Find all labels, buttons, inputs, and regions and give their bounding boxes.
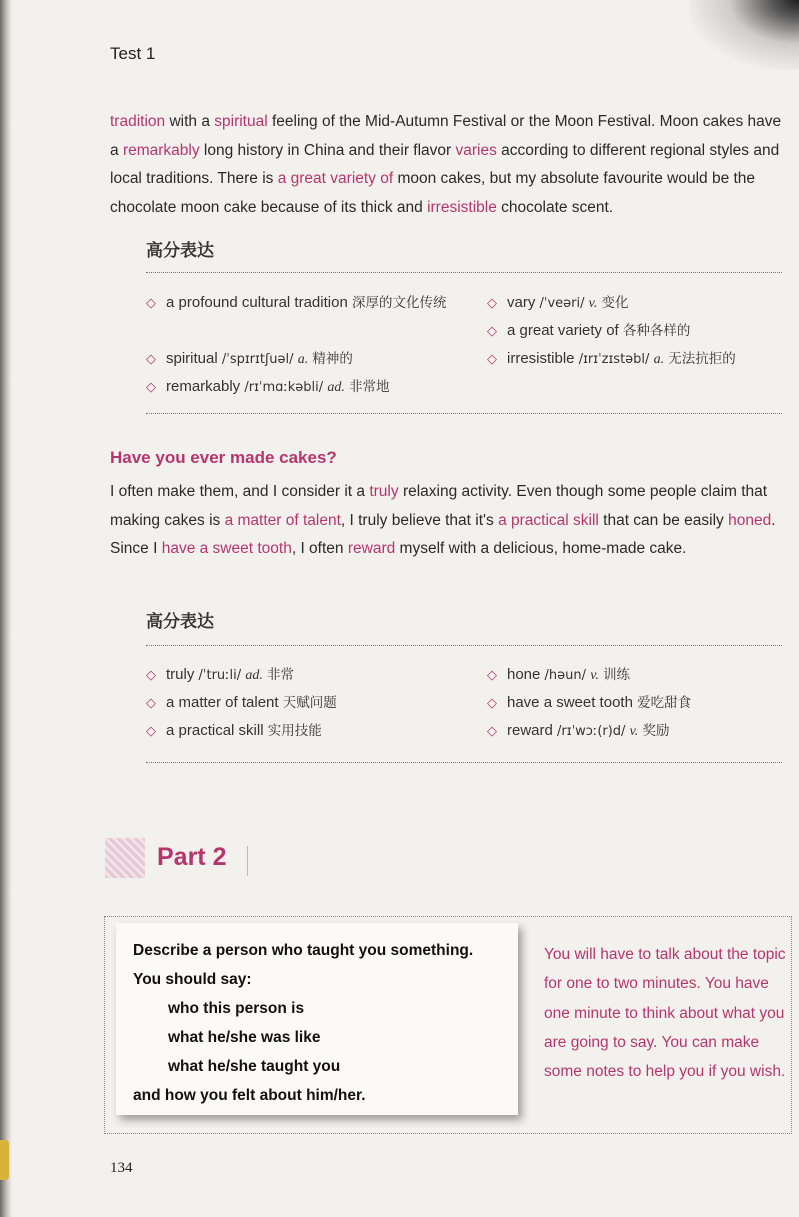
page-number: 134 [110, 1160, 133, 1176]
highlighted-phrase: honed [728, 511, 772, 529]
vocab-phonetic: /ˈtruːli/ [198, 668, 242, 683]
cue-closing: and how you felt about him/her. [133, 1087, 366, 1104]
page-corner-shadow [689, 0, 799, 70]
vocab-translation: 变化 [601, 295, 629, 311]
text-run: long history in China and their flavor [199, 141, 456, 159]
diamond-bullet-icon: ◇ [146, 295, 156, 310]
vocab-item [487, 661, 782, 689]
vocab-phonetic: /ˈspɪrɪtʃuəl/ [221, 352, 294, 367]
text-run: that can be easily [598, 511, 729, 529]
diamond-bullet-icon: ◇ [487, 351, 497, 366]
vocab-term: have a sweet tooth [507, 694, 633, 711]
running-header: Test 1 [110, 44, 156, 63]
vocab-term: hone [507, 666, 541, 683]
diamond-bullet-icon: ◇ [146, 351, 156, 366]
diamond-bullet-icon: ◇ [146, 695, 156, 710]
vocab-item [146, 689, 456, 717]
vocab-term: spiritual [166, 350, 218, 367]
vocab-part-of-speech: a. [653, 352, 665, 367]
vocab-term: vary [507, 294, 536, 311]
vocab-phonetic: /ɪrɪˈzɪstəbl/ [578, 352, 650, 367]
part-marker-block [105, 838, 145, 878]
vocab-term: a matter of talent [166, 694, 279, 711]
text-run: according to different regional styles and local traditions. There is [110, 141, 780, 187]
vocab-title-2: 高分表达 [146, 612, 214, 632]
vocab-term: irresistible [507, 350, 575, 367]
vocab-translation: 爱吃甜食 [637, 695, 692, 711]
vocab-translation: 无法抗拒的 [668, 351, 736, 367]
vocab-term: truly [166, 666, 195, 683]
vocab-translation: 天赋问题 [282, 695, 337, 711]
cue-point: who this person is [168, 1000, 305, 1017]
vocab-term: remarkably [166, 378, 241, 395]
vocab-phonetic: /rɪˈwɔː(r)d/ [557, 724, 626, 739]
text-run: I often make them, and I consider it a [110, 483, 370, 500]
text-run: moon cakes, but my absolute favourite would be the chocolate moon cake because of its thick and [110, 170, 756, 216]
vocab-part-of-speech: v. [588, 296, 598, 311]
dotted-rule [146, 762, 782, 763]
text-run: , I truly believe that it's [340, 511, 499, 529]
vocab-translation: 非常 [266, 667, 294, 683]
text-run: relaxing activity. Even though some people claim that making cakes is [110, 483, 768, 529]
highlighted-phrase: a matter of talent [224, 511, 341, 529]
vocab-phonetic: /həun/ [544, 668, 587, 683]
instruction-note: You will have to talk about the topic for one to two minutes. You have one minute to think about what you are going to say. You can make some notes to help you if you wish. [544, 946, 786, 1081]
diamond-bullet-icon: ◇ [487, 695, 497, 710]
vocab-item [146, 373, 456, 401]
part-divider [247, 846, 248, 876]
cue-should-say: You should say: [133, 971, 252, 988]
vocab-term: a profound cultural tradition [166, 294, 348, 311]
highlighted-phrase: a practical skill [498, 511, 599, 529]
vocab-term: a great variety of [507, 322, 619, 339]
vocab-phonetic: /ˈveəri/ [539, 296, 585, 311]
vocab-list-2-left [146, 661, 456, 745]
highlighted-phrase: irresistible [427, 198, 497, 216]
answer-paragraph-2 [110, 478, 782, 564]
highlighted-phrase: spiritual [214, 113, 268, 130]
vocab-part-of-speech: ad. [327, 380, 345, 395]
vocab-part-of-speech: v. [590, 668, 599, 683]
vocab-item [487, 317, 782, 345]
text-run: . Since I [110, 511, 776, 557]
highlighted-phrase: truly [369, 483, 399, 500]
diamond-bullet-icon: ◇ [487, 723, 497, 738]
vocab-list-2-right [487, 661, 782, 745]
diamond-bullet-icon: ◇ [146, 379, 156, 394]
vocab-part-of-speech: a. [297, 352, 309, 367]
dotted-rule [146, 413, 782, 414]
cue-point: what he/she taught you [168, 1058, 341, 1075]
diamond-bullet-icon: ◇ [146, 667, 156, 682]
highlighted-phrase: have a sweet tooth [161, 540, 292, 557]
text-run: feeling of the Mid-Autumn Festival or the Moon Festival. Moon cakes have a [110, 113, 782, 159]
dotted-rule [146, 272, 782, 273]
vocab-translation: 各种各样的 [622, 323, 691, 339]
vocab-item [487, 717, 782, 745]
vocab-part-of-speech: v. [629, 724, 639, 739]
vocab-translation: 非常地 [349, 379, 390, 395]
vocab-list-1-right [487, 289, 782, 373]
text-run: myself with a delicious, home-made cake. [395, 540, 687, 557]
vocab-part-of-speech: ad. [245, 668, 263, 683]
vocab-item [146, 345, 456, 373]
vocab-list-1-left [146, 289, 456, 401]
answer-paragraph-1 [110, 108, 782, 222]
highlighted-phrase: varies [455, 141, 497, 159]
cue-point: what he/she was like [168, 1029, 321, 1046]
page-edge-mark [0, 1140, 9, 1180]
page-edge-shadow [0, 0, 12, 1217]
vocab-translation: 精神的 [312, 351, 353, 367]
vocab-item [487, 289, 782, 317]
highlighted-phrase: tradition [110, 113, 166, 130]
highlighted-phrase: reward [347, 540, 396, 557]
dotted-rule [146, 645, 782, 646]
text-run: chocolate scent. [496, 198, 614, 216]
cue-topic: Describe a person who taught you something. [133, 942, 474, 959]
vocab-item [146, 661, 456, 689]
vocab-translation: 奖励 [642, 723, 670, 739]
vocab-translation: 实用技能 [267, 723, 322, 739]
vocab-term: a practical skill [166, 722, 264, 739]
vocab-translation: 训练 [603, 667, 631, 683]
vocab-item [487, 689, 782, 717]
highlighted-phrase: remarkably [122, 141, 200, 159]
vocab-term: reward [507, 722, 553, 739]
diamond-bullet-icon: ◇ [487, 323, 497, 338]
part-title: Part 2 [157, 843, 227, 871]
vocab-title-1: 高分表达 [146, 241, 214, 261]
question-heading: Have you ever made cakes? [110, 448, 337, 467]
diamond-bullet-icon: ◇ [146, 723, 156, 738]
vocab-phonetic: /rɪˈmɑːkəbli/ [244, 380, 324, 395]
diamond-bullet-icon: ◇ [487, 667, 497, 682]
vocab-item [146, 717, 456, 745]
vocab-translation: 深厚的文化传统 [351, 295, 447, 311]
text-run: with a [165, 113, 215, 130]
vocab-item [146, 289, 456, 345]
highlighted-phrase: a great variety of [277, 170, 394, 187]
vocab-item [487, 345, 782, 373]
diamond-bullet-icon: ◇ [487, 295, 497, 310]
text-run: , I often [291, 540, 348, 557]
